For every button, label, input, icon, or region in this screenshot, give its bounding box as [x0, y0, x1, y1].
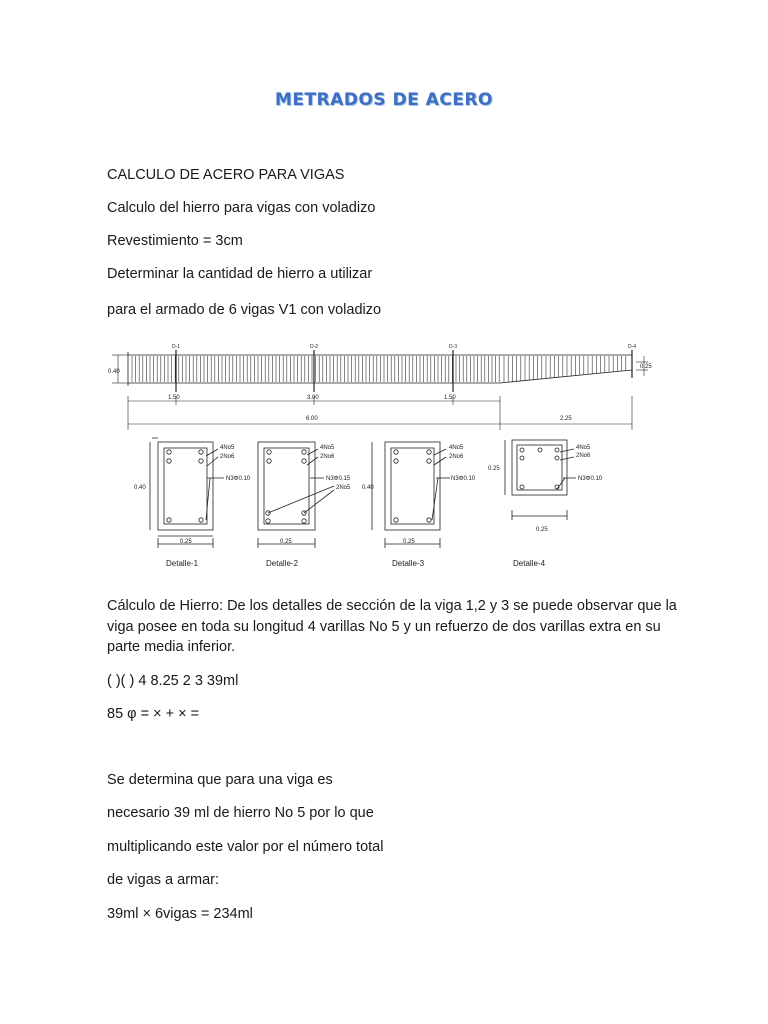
detail-4-mid-bars-label: 2No6: [576, 453, 591, 459]
support-label-d1: D-1: [172, 344, 181, 350]
support-label-d2: D-2: [310, 344, 319, 350]
beam-supports: [176, 350, 632, 392]
paragraph-six-beams: para el armado de 6 vigas V1 con voladizo: [107, 302, 382, 318]
detail-2-mid-bars-label: 2No6: [320, 454, 335, 460]
paragraph-beams-to-assemble: de vigas a armar:: [107, 872, 220, 888]
paragraph-one-beam: Se determina que para una viga es: [107, 772, 333, 788]
document-title: METRADOS DE ACERO: [274, 90, 494, 110]
heading-steel-for-beams: CALCULO DE ACERO PARA VIGAS: [107, 167, 345, 183]
bars-detail-1: [167, 450, 203, 522]
paragraph-multiplying: multiplicando este valor por el número total: [107, 839, 384, 855]
support-label-d3: D-3: [449, 344, 458, 350]
support-label-d4: D-4: [628, 344, 637, 350]
beam-elevation: [128, 352, 632, 386]
detail-1-mid-bars-label: 2No6: [220, 454, 235, 460]
detail-4-label: Detalle-4: [513, 559, 546, 568]
paragraph-determine-quantity: Determinar la cantidad de hierro a utilizar: [107, 266, 373, 282]
formula-line-1: ( )( ) 4 8.25 2 3 39ml: [107, 673, 239, 689]
detail-4-top-bars-label: 4No5: [576, 445, 591, 451]
detail-1-stirrup-label: N3Φ0.10: [226, 476, 251, 482]
bars-detail-3: [394, 450, 431, 522]
paragraph-cover: Revestimiento = 3cm: [107, 233, 243, 249]
detail-2-width-label: 0.25: [280, 539, 292, 545]
bars-detail-4: [520, 448, 559, 489]
span-label-3: 1.50: [444, 395, 456, 401]
span-label-1: 1.50: [168, 395, 180, 401]
detail-4-width-label: 0.25: [536, 527, 548, 533]
paragraph-calculation-explanation: Cálculo de Hierro: De los detalles de sección de la viga 1,2 y 3 se puede observar que la viga posee en toda su longitud 4 varillas No 5 y un refuerzo de dos varillas extra en su parte media inferior.: [107, 598, 677, 655]
detail-4-stirrup-label: N3Φ0.10: [578, 476, 603, 482]
detail-2-stirrup-label: N3Φ0.15: [326, 476, 351, 482]
result-total: 39ml × 6vigas = 234ml: [107, 906, 253, 922]
bars-detail-2: [266, 450, 306, 523]
detail-4-height-label: 0.25: [488, 466, 500, 472]
detail-2-label: Detalle-2: [266, 559, 299, 568]
detail-3-top-bars-label: 4No5: [449, 445, 464, 451]
detail-1-label: Detalle-1: [166, 559, 199, 568]
detail-3-height-label: 0.40: [362, 485, 374, 491]
section-detail-1: [150, 438, 224, 548]
detail-3-stirrup-label: N3Φ0.10: [451, 476, 476, 482]
formula-line-2: 85 φ = × + × =: [107, 706, 200, 722]
detail-3-label: Detalle-3: [392, 559, 425, 568]
cantilever-length-label: 2.25: [560, 416, 572, 422]
detail-1-width-label: 0.25: [180, 539, 192, 545]
detail-3-width-label: 0.25: [403, 539, 415, 545]
detail-2-top-bars-label: 4No5: [320, 445, 335, 451]
detail-1-top-bars-label: 4No5: [220, 445, 235, 451]
cantilever-depth-label: 0.25: [640, 364, 652, 370]
section-detail-3: [372, 442, 450, 548]
span-label-2: 3.00: [307, 395, 319, 401]
total-length-label: 6.00: [306, 416, 318, 422]
detail-2-extra-bars-label: 2No5: [336, 485, 351, 491]
detail-1-height-label: 0.40: [134, 485, 146, 491]
beam-stirrups: [132, 356, 626, 383]
detail-3-mid-bars-label: 2No6: [449, 454, 464, 460]
beam-height-label: 0.40: [108, 369, 120, 375]
paragraph-39ml: necesario 39 ml de hierro No 5 por lo que: [107, 805, 374, 821]
paragraph-cantilever-beams: Calculo del hierro para vigas con voladizo: [107, 200, 376, 216]
